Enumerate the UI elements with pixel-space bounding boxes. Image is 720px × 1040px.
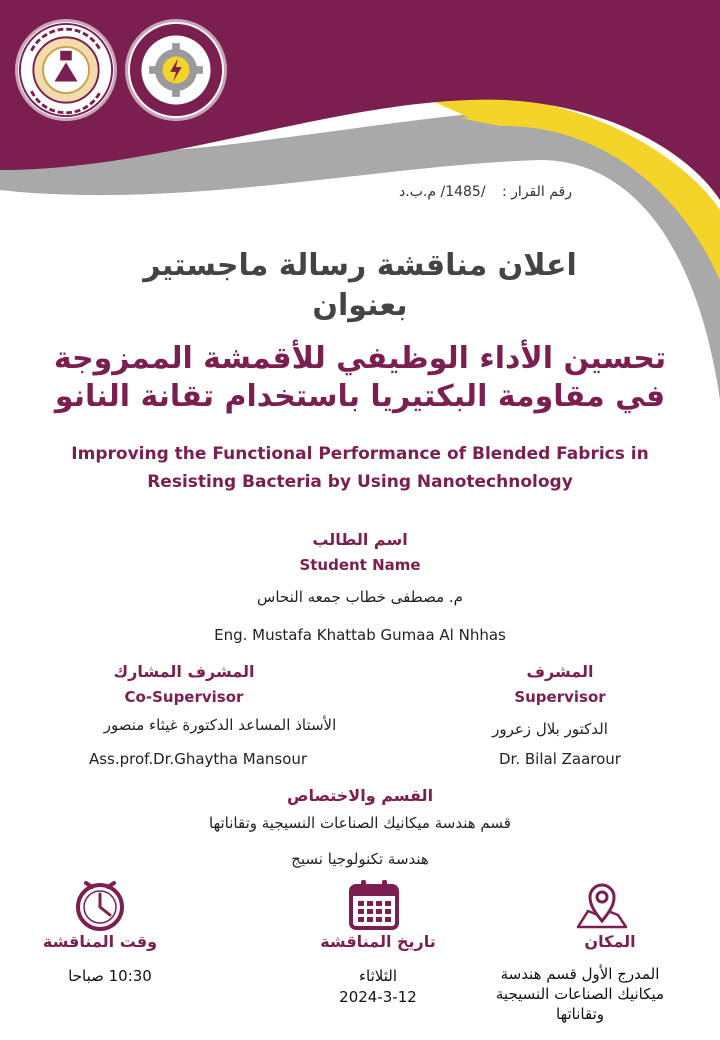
decision-label: رقم القرار : bbox=[502, 184, 572, 200]
thesis-title-en-line1: Improving the Functional Performance of Blended Fabrics in bbox=[71, 444, 649, 464]
student-label-ar: اسم الطالب bbox=[312, 530, 408, 549]
thesis-title-en-line2: Resisting Bacteria by Using Nanotechnology bbox=[147, 472, 573, 492]
specialty-name: هندسة تكنولوجيا نسيج bbox=[291, 850, 429, 868]
co-supervisor-label-ar: المشرف المشارك bbox=[113, 662, 255, 681]
supervisor-name-ar: الدكتور بلال زعرور bbox=[492, 720, 608, 738]
place-line3: وتقاناتها bbox=[556, 1005, 604, 1023]
department-label: القسم والاختصاص bbox=[286, 786, 434, 805]
thesis-title-arabic bbox=[40, 340, 680, 416]
announcement-title bbox=[0, 246, 720, 326]
supervisor-label-ar: المشرف bbox=[526, 662, 594, 681]
calendar-icon bbox=[346, 877, 402, 933]
decision-value: /1485/ م.ب.د bbox=[399, 184, 486, 200]
map-pin-icon bbox=[574, 877, 630, 933]
student-label-en: Student Name bbox=[299, 556, 421, 574]
co-supervisor-name-ar: الأستاذ المساعد الدكتورة غيثاء منصور bbox=[103, 716, 337, 734]
student-name-ar: م. مصطفى خطاب جمعه النحاس bbox=[257, 588, 463, 606]
clock-icon bbox=[72, 877, 128, 933]
place-line2: ميكانيك الصناعات النسيجية bbox=[495, 985, 665, 1003]
co-supervisor-label-en: Co-Supervisor bbox=[124, 688, 244, 706]
place-line1: المدرج الأول قسم هندسة bbox=[500, 965, 660, 983]
decision-number bbox=[399, 184, 572, 200]
thesis-title-ar-line1: تحسين الأداء الوظيفي للأقمشة الممزوجة bbox=[53, 341, 667, 376]
date-day: الثلاثاء bbox=[358, 967, 397, 985]
co-supervisor-name-en: Ass.prof.Dr.Ghaytha Mansour bbox=[88, 750, 308, 768]
announcement-line2: بعنوان bbox=[312, 288, 408, 323]
place-label: المكان bbox=[584, 932, 636, 951]
faculty-gear-bolt-icon bbox=[128, 22, 224, 118]
time-label: وقت المناقشة bbox=[42, 932, 158, 951]
date-label: تاريخ المناقشة bbox=[320, 932, 436, 951]
place-value bbox=[470, 964, 690, 1024]
announcement-line1: اعلان مناقشة رسالة ماجستير bbox=[143, 248, 577, 283]
thesis-title-ar-line2: في مقاومة البكتيريا باستخدام تقانة النانو bbox=[54, 379, 666, 414]
university-logo bbox=[18, 22, 114, 118]
university-seal-icon bbox=[18, 22, 114, 118]
department-name: قسم هندسة ميكانيك الصناعات النسيجية وتقاناتها bbox=[209, 814, 511, 832]
supervisor-name-en: Dr. Bilal Zaarour bbox=[499, 750, 621, 768]
date-value: 2024-3-12 bbox=[339, 988, 417, 1006]
student-name-en: Eng. Mustafa Khattab Gumaa Al Nhhas bbox=[214, 626, 506, 644]
time-value: 10:30 صباحا bbox=[68, 967, 152, 985]
supervisor-label-en: Supervisor bbox=[514, 688, 606, 706]
faculty-logo bbox=[128, 22, 224, 118]
thesis-title-english bbox=[60, 440, 660, 496]
